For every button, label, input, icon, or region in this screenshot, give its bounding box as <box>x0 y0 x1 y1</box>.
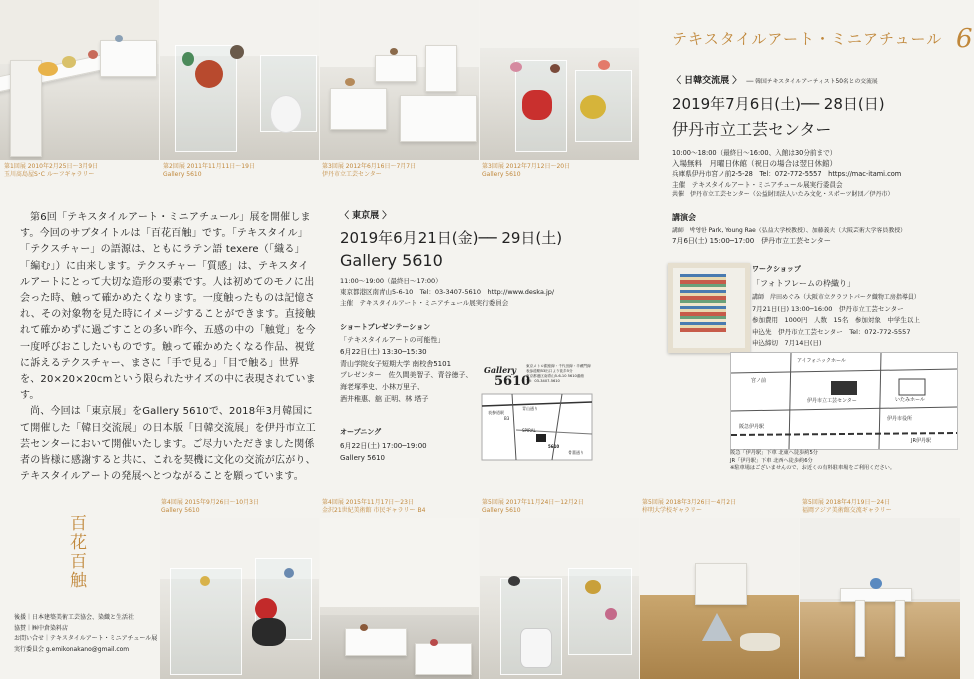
opening-heading: オープニング <box>340 428 382 436</box>
workshop-artwork-photo <box>668 263 750 353</box>
tokyo-organizer: 主催 テキスタイルアート・ミニアチュール展実行委員会 <box>340 299 509 307</box>
tokyo-address: 東京都港区南青山5-6-10 Tel：03-3407-5610 http://www.deska.jp/ <box>340 288 555 296</box>
credit-line: 実行委員会 g.emikonakano@gmail.com <box>14 645 130 653</box>
intro-paragraph-2: 尚、今回は「東京展」をGallery 5610で、2018年3月韓国にて開催した「韓日交流展」の日本版「日韓交流展」を伊丹市立工芸センターにおいて開催いたします。ご尽力いただきました関係者の皆様に感謝すると共に、これを契機に文化の交流が広がり、テキスタイルアートの発展へとつながることを願っています。 <box>20 406 316 483</box>
workshop-time: 7月21日(日) 13:00─16:00 伊丹市立工芸センター <box>752 304 904 313</box>
map-label: 表参道駅 <box>488 410 504 415</box>
credits <box>14 613 157 655</box>
tokyo-venue: Gallery 5610 <box>340 251 443 270</box>
korea-exchange-section <box>672 68 952 201</box>
exhibition-photo-1 <box>0 0 159 160</box>
exhibition-photo-7 <box>480 518 639 679</box>
tokyo-tag: 〈 東京展 〉 <box>340 211 392 221</box>
caption-venue: Gallery 5610 <box>161 507 200 514</box>
korea-address: 兵庫県伊丹市宮ノ前2-5-28 Tel：072-772-5557 https://mac-itami.com <box>672 170 902 178</box>
access-note: JR「伊丹駅」下車 北西へ徒歩約6分 <box>730 457 813 464</box>
gallery-logo-number: 5610 <box>494 374 531 389</box>
caption-venue: 金沢21世紀美術館 市民ギャラリー B4 <box>322 507 426 514</box>
map-info: 東京メトロ銀座線・千代田線・半蔵門線 <box>526 364 591 368</box>
presentation-presenters: 海老塚季史、小林万里子、 <box>340 383 424 392</box>
short-presentation-section <box>340 322 480 406</box>
access-note: 阪急「伊丹駅」下車 北東へ徒歩約5分 <box>730 450 818 456</box>
map-label: JR伊丹駅 <box>911 438 931 444</box>
map-label: いたみホール <box>895 397 925 403</box>
exhibition-photo-9 <box>800 518 960 679</box>
map-label: B3 <box>504 416 510 421</box>
exhibition-photo-5 <box>160 518 319 679</box>
map-label: 骨董通り <box>568 450 584 455</box>
tokyo-tag-label: 東京展 <box>352 211 380 221</box>
map-label: SPIRAL <box>522 428 536 433</box>
series-title-text: テキスタイルアート・ミニアチュール <box>672 30 943 48</box>
korea-exchange-tag-label: 日韓交流展 <box>684 76 730 86</box>
map-label: 5610 <box>548 444 560 449</box>
exhibition-photo-8 <box>640 518 799 679</box>
itami-access-map <box>730 352 958 450</box>
access-note: ※駐車場はございませんので、お近くの有料駐車場をご利用ください。 <box>730 465 896 471</box>
caption-venue: 福岡アジア美術館交流ギャラリー <box>802 507 892 514</box>
caption-venue: Gallery 5610 <box>482 171 521 178</box>
lecture-section <box>672 212 958 247</box>
lecture-speakers: 講師 박영한 Park, Young Rae（弘益大学校教授）、加藤義夫（大阪芸術大学客員教授） <box>672 228 906 234</box>
korea-exchange-date: 2019年7月6日(土)── 28日(日) <box>672 95 885 113</box>
series-title <box>672 24 974 54</box>
presentation-time: 6月22日(土) 13:30─15:30 <box>340 347 427 356</box>
presentation-presenters: 酒井稚惠、舘 正明、林 塔子 <box>340 394 429 403</box>
subtitle-vertical: 百花百触 <box>66 514 86 590</box>
korea-cosponsor: 共催 伊丹市立工芸センター（公益財団法人いたみ文化・スポーツ財団／伊丹市） <box>672 191 894 198</box>
map-label: 伊丹市立工芸センター <box>807 398 857 404</box>
opening-venue: Gallery 5610 <box>340 454 385 462</box>
caption-venue: 伊丹市立工芸センター <box>322 171 382 178</box>
korea-admission: 入場無料 月曜日休館（祝日の場合は翌日休館） <box>672 158 837 168</box>
workshop-section <box>752 264 958 350</box>
map-info: 東京都港区南青山5-6-10 5610番館 <box>526 374 584 378</box>
caption-date: 第3回展 2012年7月12日～20日 <box>482 163 571 170</box>
caption-venue: Gallery 5610 <box>482 507 521 514</box>
korea-hours: 10:00～18:00（最終日～16:00、入館は30分前まで） <box>672 149 837 157</box>
presentation-title: 「テキスタイルアートの可能性」 <box>340 336 445 344</box>
workshop-title: 「フォトフレームの枠織り」 <box>752 279 856 288</box>
korea-exchange-venue: 伊丹市立工芸センター <box>672 120 832 139</box>
intro-paragraph-1: 第6回「テキスタイルアート・ミニアチュール」展を開催します。今回のサブタイトルは「百花百触」です。「テキスタイル」「テクスチャー」の語源は、ともにラテン語 texere（「織る」「編む」）に由来します。テクスチャー「質感」は、テキスタイルアートにとって大切な造形の要素です。人は初めてのモノに出会った時、触って確かめたくなります。一度触ったものは記憶され、その対象物を見た時にイメージすることができます。直接触れて確かめずに過ごすことの多い昨今、五感の中の「触覚」を今一度呼びおこしたいものです。触って確かめたくなる作品、視覚に訴えるテクスチャー、まさに「手で見る」「目で触る」世界を、20×20×20cmという限られたサイズの中に表現されています。 <box>20 212 316 402</box>
presentation-room: 青山学院女子短期大学 南校舎5101 <box>340 359 452 368</box>
tokyo-hours: 11:00～19:00（最終日～17:00） <box>340 277 442 285</box>
presentation-presenters: プレゼンター 佐久間美智子、青谷徳子、 <box>340 371 473 380</box>
caption-date: 第5回展 2018年4月19日～24日 <box>802 499 891 506</box>
map-label: 青山通り <box>522 406 538 411</box>
map-info: Tel：03-3407-5610 <box>526 379 560 383</box>
exhibition-photo-2 <box>160 0 319 160</box>
tokyo-date: 2019年6月21日(金)── 29日(土) <box>340 229 563 247</box>
itami-access-notes <box>730 450 958 473</box>
caption-venue: Gallery 5610 <box>163 171 202 178</box>
credit-line: 後援｜日本建築美術工芸協会、染織と生活社 <box>14 614 135 621</box>
korea-exchange-subtitle: ── 韓国テキスタイルアーティスト50名との交流展 <box>746 79 878 85</box>
workshop-contact: 申込先 伊丹市立工芸センター Tel：072-772-5557 <box>752 327 911 336</box>
credit-line: 協賛｜㈱中倉染料店 <box>14 624 69 632</box>
gallery-logo-word: Gallery <box>484 365 517 375</box>
workshop-fee: 参加費用 1000円 人数 15名 参加対象 中学生以上 <box>752 316 920 324</box>
map-label: 宮ノ前 <box>751 378 767 384</box>
caption-date: 第4回展 2015年9月26日～10月3日 <box>161 499 259 506</box>
tokyo-exhibition-section <box>340 208 590 309</box>
caption-date: 第5回展 2018年3月26日～4月2日 <box>642 499 737 506</box>
credit-line: お問い合せ｜テキスタイルアート・ミニアチュール展 <box>14 635 158 642</box>
map-label: アイフォニックホール <box>797 358 846 364</box>
caption-date: 第2回展 2011年11月11日～19日 <box>163 163 255 170</box>
korea-exchange-tag: 〈 日韓交流展 〉 <box>672 76 742 86</box>
lecture-heading: 講演会 <box>672 213 696 222</box>
exhibition-photo-4 <box>480 0 639 160</box>
lecture-time: 7月6日(土) 15:00─17:00 伊丹市立工芸センター <box>672 237 831 245</box>
exhibition-photo-3 <box>320 0 479 160</box>
map-info: 表参道駅B3出口より徒歩5分 <box>526 369 573 373</box>
workshop-heading: ワークショップ <box>752 265 801 273</box>
intro-text <box>20 210 317 485</box>
gallery-logo <box>484 364 530 388</box>
opening-time: 6月22日(土) 17:00─19:00 <box>340 442 427 450</box>
caption-date: 第4回展 2015年11月17日～23日 <box>322 499 414 506</box>
map-label: 阪急伊丹駅 <box>739 424 765 430</box>
opening-section <box>340 427 480 464</box>
workshop-instructor: 講師 岸田めぐみ（大阪市立クラフトパーク織物工房指導員） <box>752 294 920 301</box>
caption-date: 第1回展 2010年2月25日～3月9日 <box>4 163 99 170</box>
caption-venue: 玉川髙島屋S･C ルーフギャラリー <box>4 171 95 178</box>
caption-date: 第5回展 2017年11月24日～12月2日 <box>482 499 584 506</box>
series-number: 6 <box>955 24 974 54</box>
korea-organizer: 主催 テキスタイルアート・ミニアチュール展実行委員会 <box>672 180 843 189</box>
short-presentation-heading: ショートプレゼンテーション <box>340 323 431 331</box>
caption-date: 第3回展 2012年6月16日～7月7日 <box>322 163 417 170</box>
map-label: 伊丹市役所 <box>887 416 913 422</box>
exhibition-photo-6 <box>320 518 479 679</box>
workshop-deadline: 申込締切 7月14日(日) <box>752 339 822 347</box>
caption-venue: 梓明大学校ギャラリー <box>642 507 703 514</box>
tokyo-access-map <box>482 362 592 460</box>
